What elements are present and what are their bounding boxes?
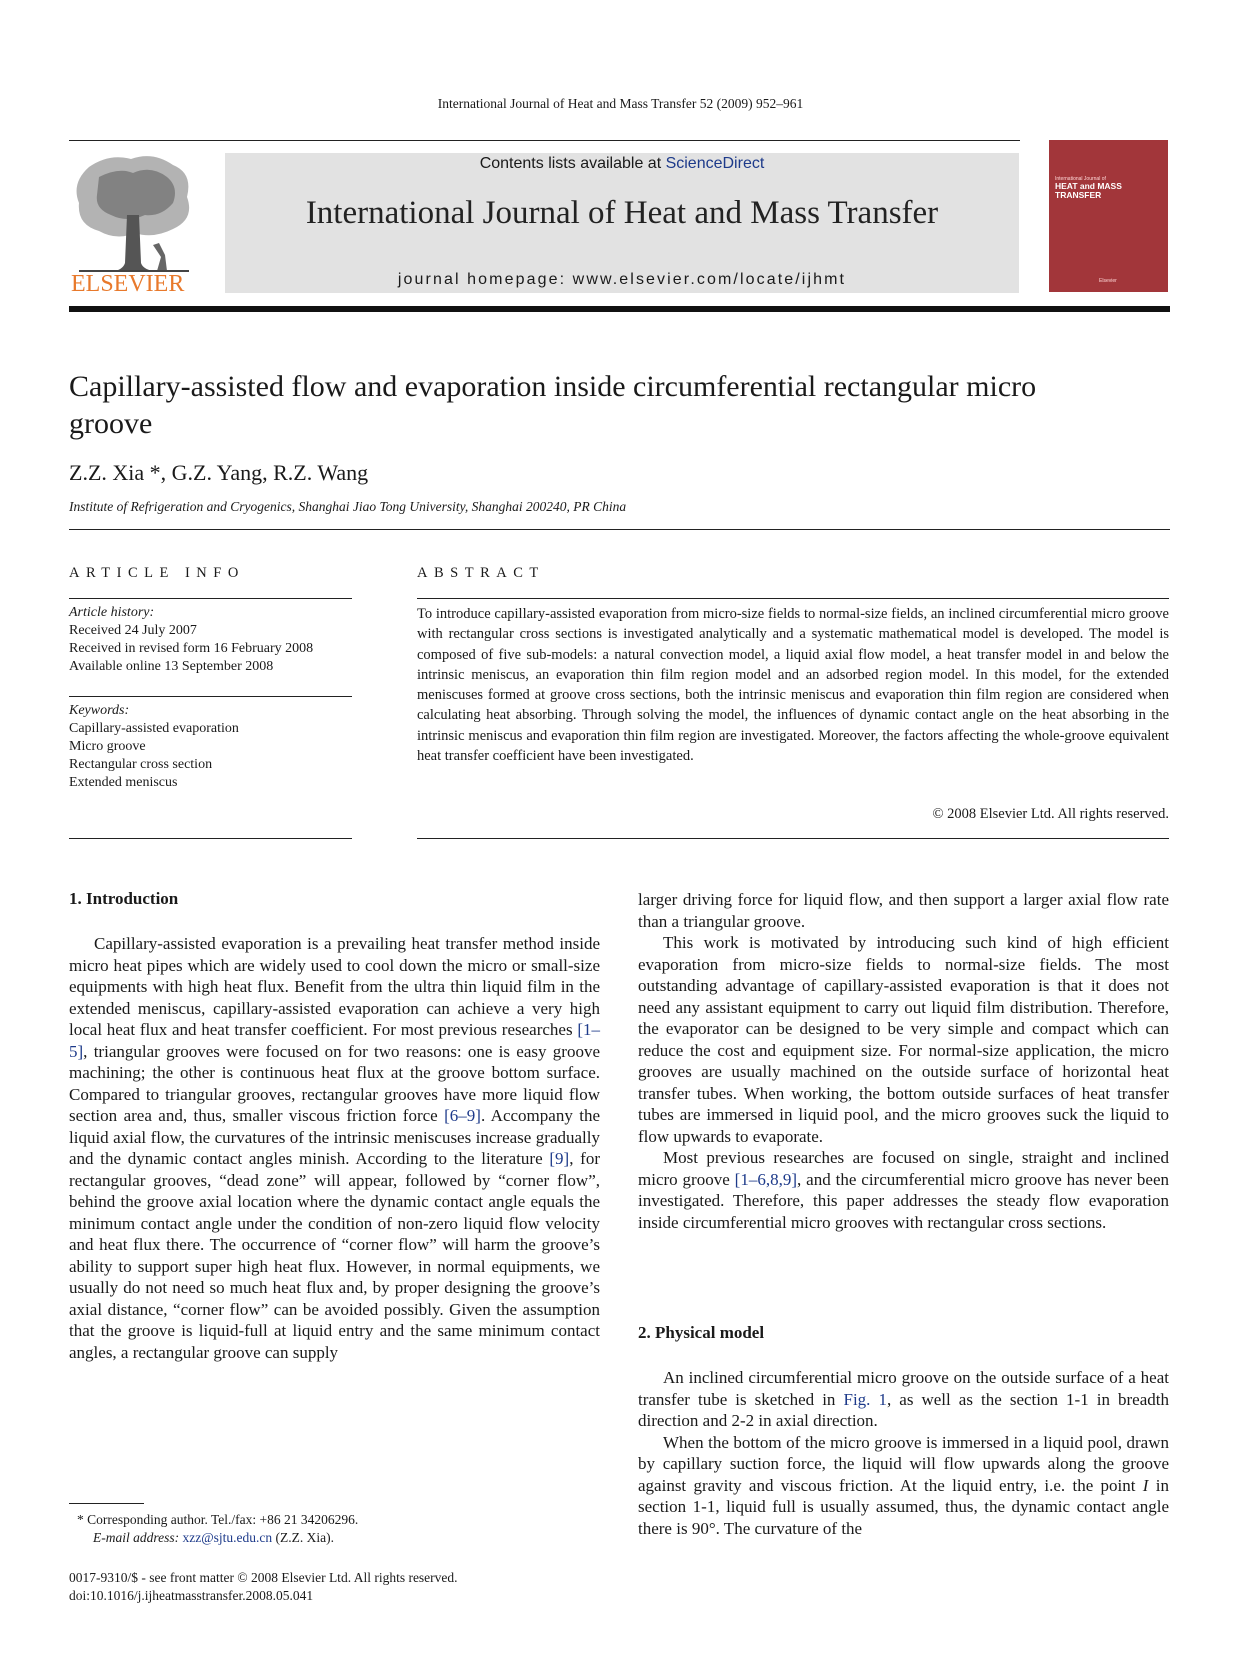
previous-research-paragraph <box>638 1147 1169 1233</box>
physical-model-paragraph <box>638 1432 1169 1540</box>
footnote <box>77 1511 597 1547</box>
email-label: E-mail address: <box>93 1530 183 1545</box>
physical-model-paragraph <box>638 1367 1169 1432</box>
text-run: in section 1-1, liquid full is usually assumed, thus, the dynamic contact angle there is 90°. The curvature of the <box>638 1475 1169 1538</box>
text-run: Most previous researches are focused on single, straight and inclined micro groove <box>638 1148 1169 1189</box>
article-info-heading: ARTICLE INFO <box>69 565 245 581</box>
right-column-top <box>638 889 1169 1233</box>
citation-link[interactable]: [6–9] <box>444 1106 481 1125</box>
keyword-item: Rectangular cross section <box>69 757 213 772</box>
article-history <box>69 604 352 676</box>
contents-prefix: Contents lists available at <box>479 155 666 172</box>
text-run: , triangular grooves were focused on for two reasons: one is easy groove machining; the other is continuous heat flux at the groove bottom surface. Compared to triangular grooves, rectangular grooves have more liquid flow section area and, thus, smaller viscous friction force <box>69 1041 600 1125</box>
top-rule <box>69 140 1020 141</box>
article-info-rule <box>69 598 352 599</box>
elsevier-wordmark: ELSEVIER <box>71 271 185 295</box>
history-label: Article history: <box>69 605 155 620</box>
intro-continued-paragraph: larger driving force for liquid flow, and then support a larger axial flow rate than a triangular groove. <box>638 890 1169 931</box>
email-link[interactable]: xzz@sjtu.edu.cn <box>182 1530 273 1545</box>
keyword-item: Extended meniscus <box>69 775 178 790</box>
citation-link[interactable]: [9] <box>549 1149 570 1168</box>
history-item: Received 24 July 2007 <box>69 623 197 638</box>
email-suffix: (Z.Z. Xia). <box>272 1530 335 1545</box>
abstract-text: To introduce capillary-assisted evaporation from micro-size fields to normal-size fields, an inclined circumferential micro groove with rectangular cross sections is investigated analytically and a systematic mathematical model is developed. The model is composed of five sub-models: a natural convection model, a liquid axial flow model, a heat transfer model in and below the intrinsic meniscus, an evaporation thin film region model and an adsorbed region model. In this model, for the extended meniscuses formed at groove cross sections, both the intrinsic meniscus and evaporation thin film region are considered when calculating heat absorbing. Through solving the model, the influences of dynamic contact angle on the heat absorbing in the intrinsic meniscus and evaporation thin film region are investigated. Moreover, the factors affecting the whole-groove equivalent heat transfer coefficient have been investigated. <box>417 606 1169 765</box>
figure-link[interactable]: Fig. 1 <box>843 1389 887 1409</box>
cover-small-text: International Journal of <box>1055 176 1106 182</box>
sciencedirect-link[interactable]: ScienceDirect <box>665 155 765 172</box>
keywords <box>69 702 352 792</box>
text-run: Capillary-assisted evaporation is a prevailing heat transfer method inside micro heat pipes which are widely used to cool down the micro or small-size equipments with high heat flux. Benefit from the ultra thin liquid film in the extended meniscus, capillary-assisted evaporation can achieve a very high local heat flux and heat transfer coefficient. For most previous researches <box>69 934 600 1039</box>
section-1-heading: 1. Introduction <box>69 889 179 908</box>
doi-line: doi:10.1016/j.ijheatmasstransfer.2008.05.041 <box>69 1588 314 1603</box>
section-2-heading: 2. Physical model <box>638 1323 765 1342</box>
text-run: . Accompany the liquid axial flow, the curvatures of the intrinsic meniscuses increase gradually and the dynamic contact angles minish. According to the literature <box>69 1106 600 1168</box>
cover-title: HEAT and MASS TRANSFER <box>1055 181 1122 200</box>
journal-homepage[interactable]: journal homepage: www.elsevier.com/locate/ijhmt <box>397 271 847 288</box>
contents-available-line <box>225 155 1019 173</box>
issn-line: 0017-9310/$ - see front matter © 2008 Elsevier Ltd. All rights reserved. <box>69 1570 458 1585</box>
text-run: An inclined circumferential micro groove on the outside surface of a heat transfer tube is sketched in <box>638 1368 1169 1409</box>
keyword-item: Micro groove <box>69 739 146 754</box>
email-line <box>77 1529 597 1547</box>
footnote-rule <box>69 1503 144 1504</box>
keyword-item: Capillary-assisted evaporation <box>69 721 239 736</box>
corresponding-author-note: * Corresponding author. Tel./fax: +86 21 34206296. <box>77 1512 359 1527</box>
history-item: Received in revised form 16 February 2008 <box>69 641 314 656</box>
journal-cover <box>1049 140 1168 292</box>
journal-banner <box>225 153 1019 293</box>
elsevier-logo <box>69 153 198 295</box>
front-matter-info <box>69 1569 629 1605</box>
right-column-bottom <box>638 1367 1169 1539</box>
running-head: International Journal of Heat and Mass Transfer 52 (2009) 952–961 <box>437 96 804 111</box>
abstract-copyright: © 2008 Elsevier Ltd. All rights reserved. <box>932 806 1169 822</box>
abstract-bottom-rule <box>417 838 1169 839</box>
text-run: , as well as the section 1-1 in breadth direction and 2-2 in axial direction. <box>638 1389 1170 1430</box>
article-info-bottom-rule <box>69 838 352 839</box>
keywords-rule <box>69 696 352 697</box>
intro-paragraph <box>69 933 600 1363</box>
elsevier-tree-icon <box>69 153 198 295</box>
article-title: Capillary-assisted flow and evaporation inside circumferential rectangular micro groove <box>69 370 1037 440</box>
abstract-rule <box>417 598 1169 599</box>
keywords-label: Keywords: <box>69 703 130 718</box>
history-item: Available online 13 September 2008 <box>69 659 274 674</box>
italic-symbol: I <box>1142 1475 1149 1495</box>
text-run: , and the circumferential micro groove has never been investigated. Therefore, this paper addresses the steady flow evaporation inside circumferential micro grooves with rectangular cross sections. <box>638 1169 1169 1232</box>
motivation-paragraph: This work is motivated by introducing such kind of high efficient evaporation from micro-size fields to normal-size fields. The most outstanding advantage of capillary-assisted evaporation is that it does not need any assistant equipment to carry out liquid film distribution. Therefore, the evaporator can be designed to be very simple and compact which can reduce the cost and equipment size. For normal-size application, the micro grooves are usually machined on the outside surface of horizontal heat transfer tubes. When working, the bottom outside surfaces of heat transfer tubes are immersed in liquid pool, and the micro grooves suck the liquid to flow upwards to evaporate. <box>638 933 1169 1146</box>
text-run: When the bottom of the micro groove is immersed in a liquid pool, drawn by capillary suction force, the liquid will flow upwards along the groove against gravity and viscous friction. At the liquid entry, i.e. the point <box>638 1432 1169 1495</box>
journal-title: International Journal of Heat and Mass Transfer <box>305 195 939 231</box>
title-rule <box>69 529 1170 530</box>
cover-bottom-text: Elsevier <box>1099 278 1117 284</box>
abstract-heading: ABSTRACT <box>417 565 545 581</box>
article-authors: Z.Z. Xia *, G.Z. Yang, R.Z. Wang <box>69 460 369 485</box>
left-column <box>69 933 600 1363</box>
text-run: , for rectangular grooves, “dead zone” will appear, followed by “corner flow”, behind the groove axial location where the dynamic contact angle equals the minimum contact angle under the condition of non-zero liquid flow velocity and heat flux there. The occurrence of “corner flow” will harm the groove’s ability to support super high heat flux. However, in normal equipments, we usually do not need so much heat flux and, by proper designing the groove’s axial distance, “corner flow” can be avoided possibly. Given the assumption that the groove is liquid-full at liquid entry and the same minimum contact angles, a rectangular groove can supply <box>69 1149 600 1362</box>
citation-link[interactable]: [1–6,8,9] <box>734 1169 797 1189</box>
article-affiliation: Institute of Refrigeration and Cryogenics, Shanghai Jiao Tong University, Shanghai 200240, PR China <box>69 499 627 514</box>
header-thick-rule <box>69 306 1170 312</box>
citation-link[interactable]: [1–5] <box>69 1020 600 1061</box>
